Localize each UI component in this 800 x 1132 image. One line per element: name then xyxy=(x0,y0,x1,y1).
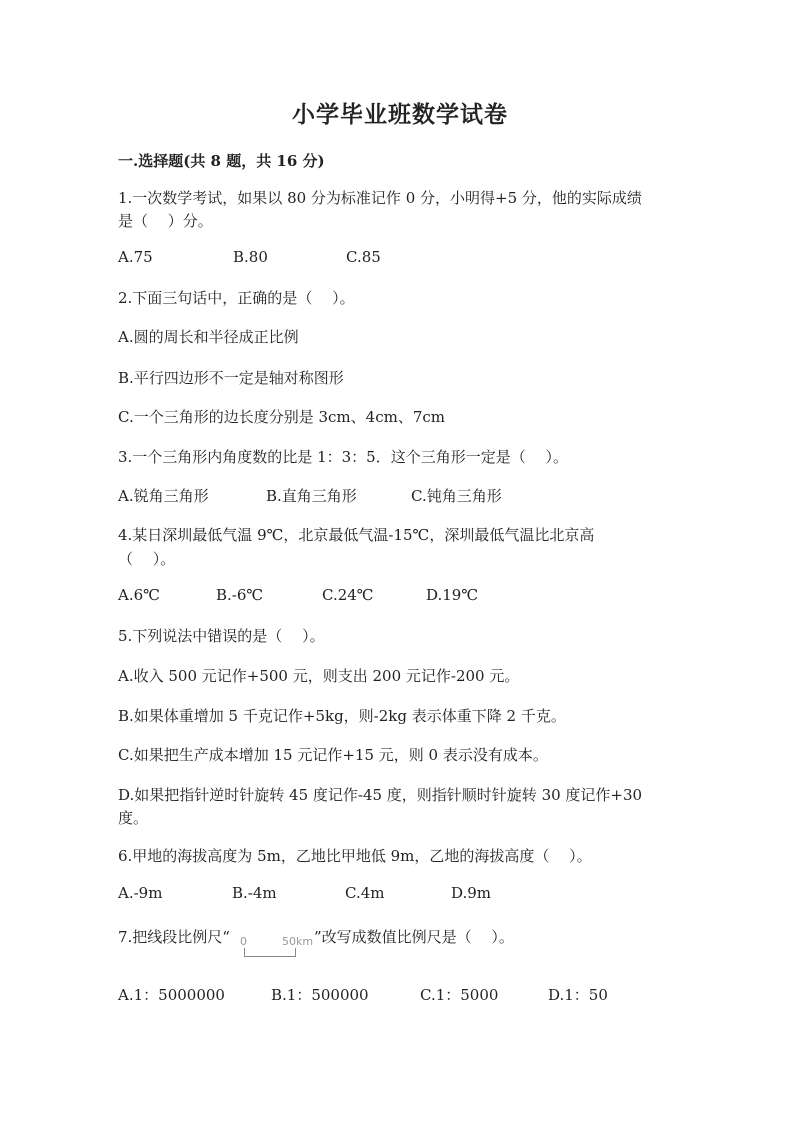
option-b[interactable]: B.80 xyxy=(233,248,268,266)
question-5-option-a[interactable]: A.收入 500 元记作+500 元，则支出 200 元记作-200 元。 xyxy=(118,667,520,685)
option-b[interactable]: B.-4m xyxy=(232,884,277,902)
line-scale-figure xyxy=(232,926,312,948)
question-5-option-d-line-1[interactable]: D.如果把指针逆时针旋转 45 度记作-45 度，则指针顺时针旋转 30 度记作+30 xyxy=(118,786,643,804)
question-4-line-2: （ ）。 xyxy=(118,550,176,568)
option-c[interactable]: C.1：5000 xyxy=(420,986,499,1004)
option-b[interactable]: B.-6℃ xyxy=(216,586,264,604)
option-a[interactable]: A.6℃ xyxy=(118,586,160,604)
option-c[interactable]: C.24℃ xyxy=(322,586,374,604)
question-3-options xyxy=(118,485,718,508)
question-2-option-c[interactable]: C.一个三角形的边长度分别是 3cm、4cm、7cm xyxy=(118,408,445,426)
question-5-stem: 5.下列说法中错误的是（ ）。 xyxy=(118,627,325,645)
question-5-option-c[interactable]: C.如果把生产成本增加 15 元记作+15 元，则 0 表示没有成本。 xyxy=(118,746,548,764)
option-c[interactable]: C.4m xyxy=(345,884,385,902)
option-b[interactable]: B.1：500000 xyxy=(271,986,369,1004)
option-c[interactable]: C.钝角三角形 xyxy=(411,487,502,505)
question-6-stem: 6.甲地的海拔高度为 5m，乙地比甲地低 9m，乙地的海拔高度（ ）。 xyxy=(118,847,592,865)
section-heading: 一.选择题(共 8 题，共 16 分) xyxy=(118,152,325,170)
question-2-option-a[interactable]: A.圆的周长和半径成正比例 xyxy=(118,328,299,346)
question-7-stem-after: ”改写成数值比例尺是（ ）。 xyxy=(313,928,514,946)
question-7-stem xyxy=(118,926,514,949)
question-1-line-2: 是（ ）分。 xyxy=(118,212,213,230)
question-7-stem-before: 7.把线段比例尺“ xyxy=(118,928,230,946)
question-1-line-1: 1.一次数学考试，如果以 80 分为标准记作 0 分，小明得+5 分，他的实际成绩 xyxy=(118,189,642,207)
question-5-option-d-line-2[interactable]: 度。 xyxy=(118,809,149,827)
option-a[interactable]: A.-9m xyxy=(118,884,163,902)
question-3-stem: 3.一个三角形内角度数的比是 1：3：5．这个三角形一定是（ ）。 xyxy=(118,448,568,466)
question-7-options xyxy=(118,984,718,1007)
option-a[interactable]: A.75 xyxy=(118,248,153,266)
option-d[interactable]: D.9m xyxy=(451,884,492,902)
option-d[interactable]: D.1：50 xyxy=(548,986,608,1004)
scale-start-label: 0 xyxy=(239,935,247,948)
page-title: 小学毕业班数学试卷 xyxy=(292,101,508,128)
option-a[interactable]: A.1：5000000 xyxy=(118,986,225,1004)
scale-end-label: 50km xyxy=(281,935,314,948)
option-c[interactable]: C.85 xyxy=(346,248,381,266)
question-6-options xyxy=(118,884,718,907)
question-5-option-b[interactable]: B.如果体重增加 5 千克记作+5kg，则-2kg 表示体重下降 2 千克。 xyxy=(118,707,566,725)
option-a[interactable]: A.锐角三角形 xyxy=(118,487,209,505)
scale-bar xyxy=(244,948,296,957)
option-d[interactable]: D.19℃ xyxy=(426,586,479,604)
question-4-options xyxy=(118,586,718,609)
question-1-options xyxy=(118,248,718,271)
option-b[interactable]: B.直角三角形 xyxy=(266,487,357,505)
question-2-stem: 2.下面三句话中，正确的是（ ）。 xyxy=(118,289,355,307)
question-4-line-1: 4.某日深圳最低气温 9℃，北京最低气温-15℃，深圳最低气温比北京高 xyxy=(118,526,595,544)
question-2-option-b[interactable]: B.平行四边形不一定是轴对称图形 xyxy=(118,369,344,387)
